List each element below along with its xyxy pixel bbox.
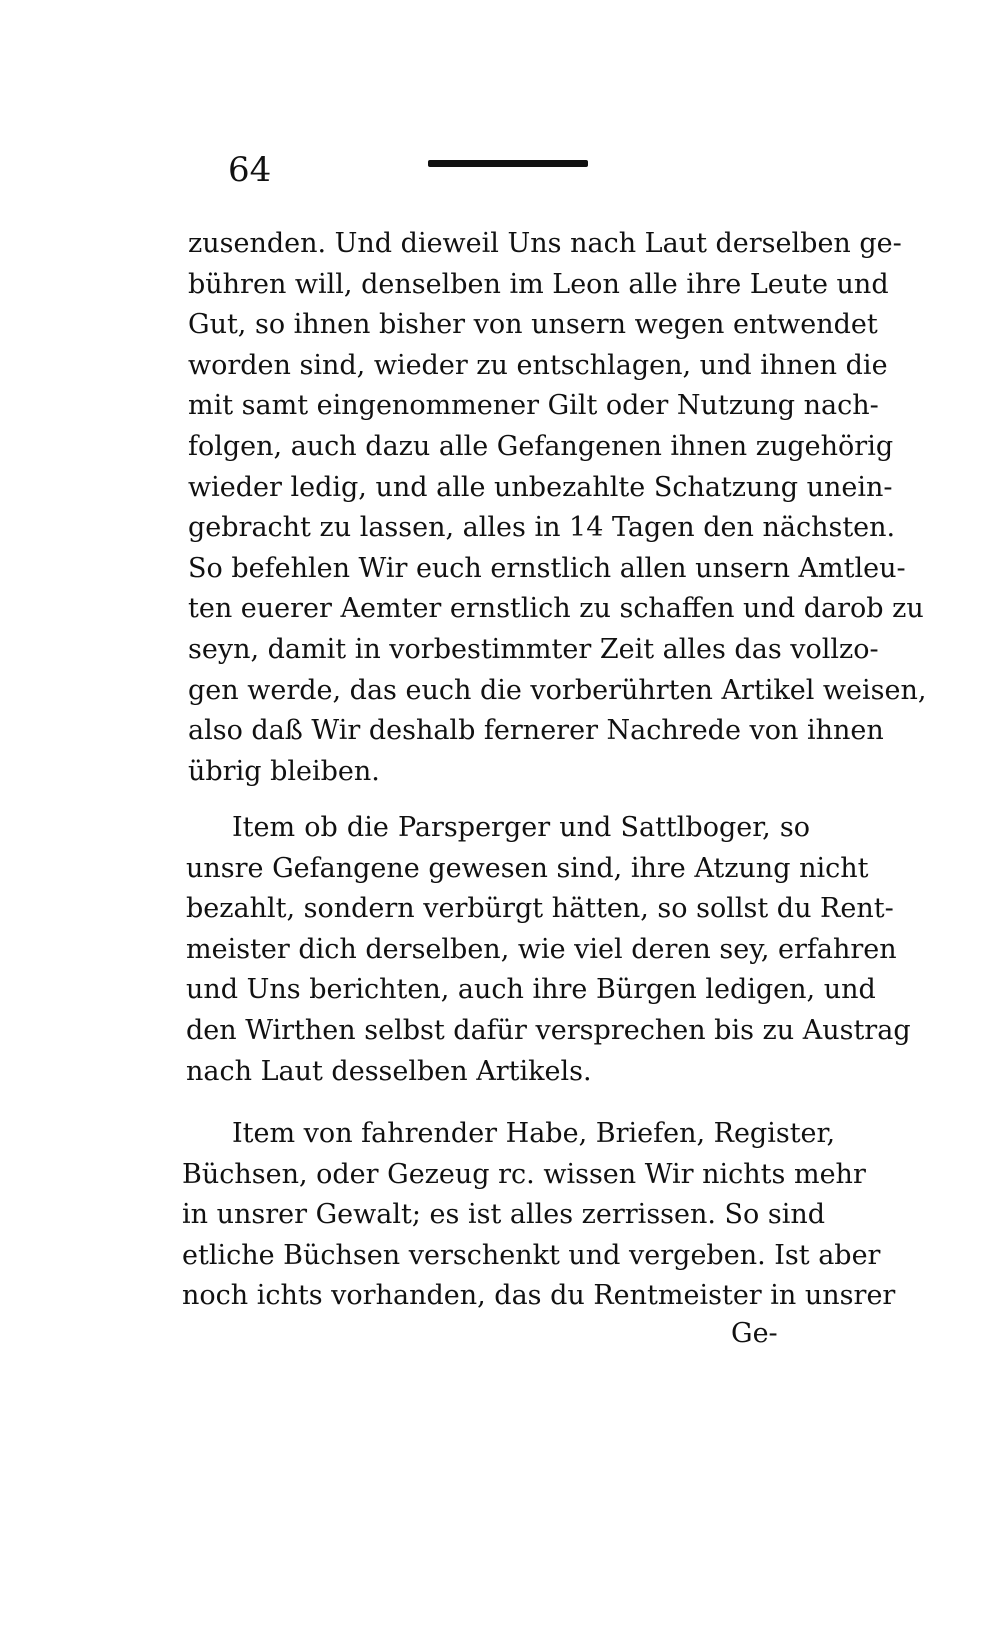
text-line: also daß Wir deshalb fernerer Nachrede von ihnen [188,715,884,747]
header-rule [428,160,588,167]
text-line: ten euerer Aemter ernstlich zu schaffen und darob zu [188,593,924,625]
text-line: worden sind, wieder zu entschlagen, und ihnen die [188,349,888,381]
text-line: So befehlen Wir euch ernstlich allen unsern Amtleu- [188,552,906,584]
text-line: mit samt eingenommener Gilt oder Nutzung nach- [188,390,879,422]
text-line: wieder ledig, und alle unbezahlte Schatzung unein- [188,471,893,503]
text-line: etliche Büchsen verschenkt und vergeben. Ist aber [182,1239,881,1271]
paragraph-3 [182,1114,896,1317]
text-line: meister dich derselben, wie viel deren sey, erfahren [186,933,897,965]
text-line: bezahlt, sondern verbürgt hätten, so sollst du Rent- [186,893,894,925]
text-line: gen werde, das euch die vorberührten Artikel weisen, [188,674,927,706]
text-line: Gut, so ihnen bisher von unsern wegen entwendet [188,309,878,341]
page-number: 64 [228,150,272,190]
text-line: bühren will, denselben im Leon alle ihre Leute und [188,268,889,300]
text-line: Büchsen, oder Gezeug rc. wissen Wir nichts mehr [182,1158,866,1190]
text-line: und Uns berichten, auch ihre Bürgen ledigen, und [186,974,876,1006]
text-line: seyn, damit in vorbestimmter Zeit alles das vollzo- [188,633,879,665]
text-line: übrig bleiben. [188,755,380,787]
text-line: gebracht zu lassen, alles in 14 Tagen den nächsten. [188,512,896,544]
text-line: nach Laut desselben Artikels. [186,1055,592,1087]
text-line: noch ichts vorhanden, das du Rentmeister in unsrer [182,1280,896,1312]
text-line: folgen, auch dazu alle Gefangenen ihnen zugehörig [188,430,894,462]
text-line: in unsrer Gewalt; es ist alles zerrissen. So sind [182,1199,826,1231]
text-line: den Wirthen selbst dafür versprechen bis zu Austrag [186,1014,911,1046]
text-line: unsre Gefangene gewesen sind, ihre Atzung nicht [186,852,869,884]
catchword: Ge- [731,1318,778,1349]
paragraph-1 [188,224,927,792]
text-line: zusenden. Und dieweil Uns nach Laut derselben ge- [188,228,902,259]
text-line: Item ob die Parsperger und Sattlboger, so [232,812,810,843]
text-line: Item von fahrender Habe, Briefen, Register, [232,1118,836,1149]
paragraph-2 [186,808,911,1092]
